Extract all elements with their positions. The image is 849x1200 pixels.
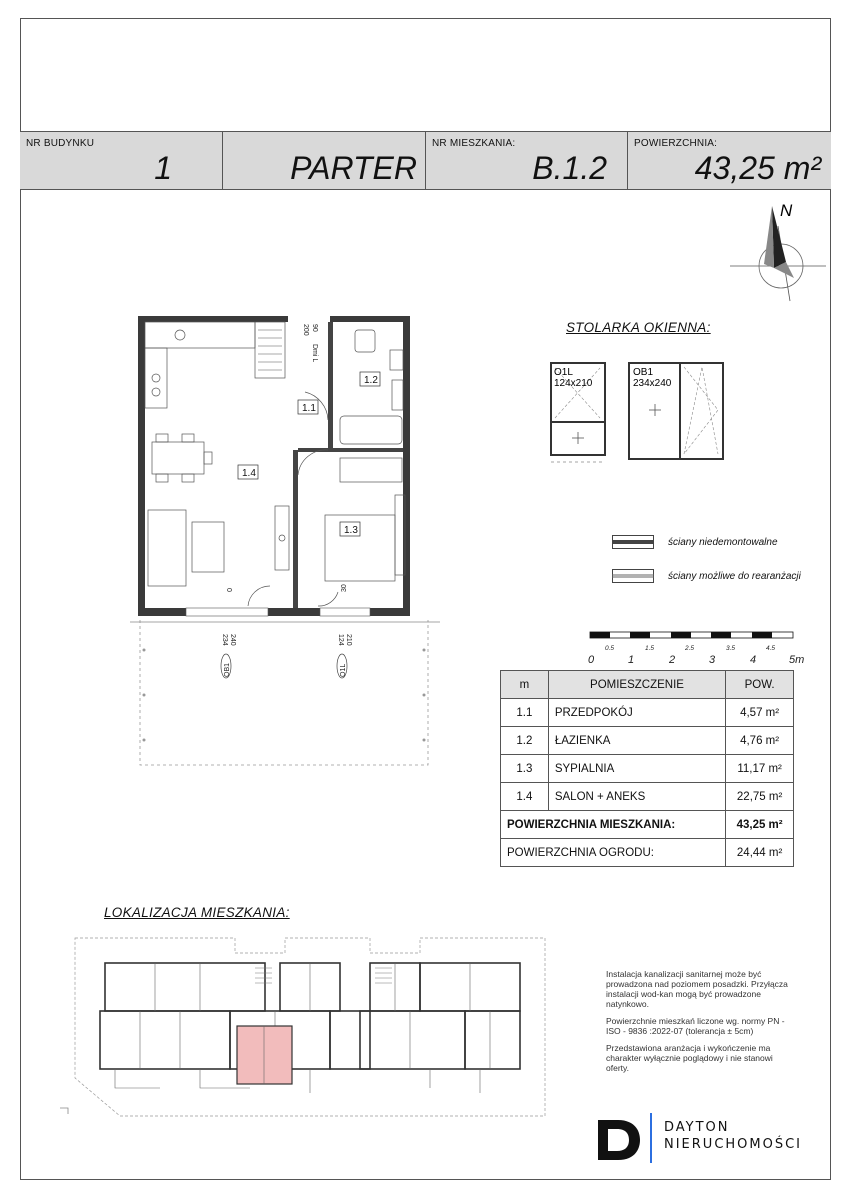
note-1: Instalacja kanalizacji sanitarnej może być prowadzona nad poziomem posadzki. Przyłącza instalacji wod-kan mogą być prowadzone natynkowo.	[606, 969, 788, 1009]
legend-fixed-walls: ściany niedemontowalne	[668, 537, 778, 548]
rooms-table-header	[501, 671, 794, 699]
apartment-value: B.1.2	[532, 150, 607, 186]
floor-value: PARTER	[290, 150, 417, 186]
garden-label: POWIERZCHNIA OGRODU:	[501, 839, 726, 867]
scale-major-0: 0	[588, 654, 595, 666]
area-cell	[628, 132, 829, 189]
apartment-caption: NR MIESZKANIA:	[432, 138, 516, 149]
room-name: SALON + ANEKS	[548, 783, 725, 811]
windows-section-title: STOLARKA OKIENNA:	[566, 320, 711, 335]
window-ob1-drawing	[628, 362, 724, 462]
col-header-num: m	[501, 671, 549, 699]
room-area: 11,17 m²	[726, 755, 794, 783]
window2-label: OB1	[633, 367, 654, 378]
room-label-1-1: 1.1	[302, 403, 316, 414]
building-value: 1	[154, 150, 172, 186]
room-label-1-3: 1.3	[344, 525, 358, 536]
header-bar	[20, 131, 831, 190]
scale-minor-2: 2.5	[685, 645, 695, 652]
scale-minor-3: 3.5	[726, 645, 736, 652]
room-name: SYPIALNIA	[548, 755, 725, 783]
room-label-1-2: 1.2	[364, 375, 378, 386]
location-map	[60, 928, 560, 1128]
o1l-tag: O1L	[340, 663, 347, 677]
logo-d-icon	[594, 1116, 642, 1164]
balcony-door-dim: 0	[225, 588, 232, 592]
o1l-dim-w: 124	[337, 634, 344, 646]
rooms-table	[500, 670, 794, 867]
area-caption: POWIERZCHNIA:	[634, 138, 718, 149]
logo-line1: DAYTON	[664, 1120, 730, 1135]
apartment-cell	[426, 132, 628, 189]
scale-major-2: 2	[669, 654, 676, 666]
o1l-dim-h: 210	[345, 634, 352, 646]
window2-size: 234x240	[633, 378, 672, 389]
scale-minor-0: 0.5	[605, 645, 615, 652]
door-dim-w: 90	[311, 324, 318, 332]
ob1-dim-h: 240	[229, 634, 236, 646]
area-value: 43,25 m²	[694, 150, 821, 186]
table-row	[501, 783, 794, 811]
garden-value: 24,44 m²	[726, 839, 794, 867]
room-num: 1.4	[501, 783, 549, 811]
scale-major-4: 4	[750, 654, 757, 666]
legend-movable-wall-icon	[612, 569, 654, 583]
total-row	[501, 811, 794, 839]
table-row	[501, 755, 794, 783]
legend-fixed-wall-icon	[612, 535, 654, 549]
window-o1l-drawing	[550, 362, 606, 468]
notes-block	[606, 969, 791, 1080]
total-value: 43,25 m²	[726, 811, 794, 839]
room-area: 4,57 m²	[726, 699, 794, 727]
room-area: 4,76 m²	[726, 727, 794, 755]
ob1-dim-w: 234	[221, 634, 228, 646]
table-row	[501, 699, 794, 727]
col-header-area: POW.	[726, 671, 794, 699]
north-arrow-icon	[728, 196, 828, 306]
note-3: Przedstawiona aranżacja i wykończenie ma charakter wyłącznie poglądowy i nie stanowi oferty.	[606, 1043, 773, 1073]
location-title: LOKALIZACJA MIESZKANIA:	[104, 905, 290, 920]
room-num: 1.2	[501, 727, 549, 755]
total-label: POWIERZCHNIA MIESZKANIA:	[501, 811, 726, 839]
window1-label: O1L	[554, 367, 573, 378]
north-label: N	[780, 201, 793, 220]
building-caption: NR BUDYNKU	[26, 138, 95, 149]
ob1-tag: OB1	[224, 662, 231, 677]
room-label-1-4: 1.4	[242, 468, 256, 479]
room-name: ŁAZIENKA	[548, 727, 725, 755]
room-num: 1.1	[501, 699, 549, 727]
room-name: PRZEDPOKÓJ	[548, 699, 725, 727]
table-row	[501, 727, 794, 755]
company-logo	[580, 1095, 831, 1180]
note-2: Powierzchnie mieszkań liczone wg. normy PN - ISO - 9836 :2022-07 (tolerancja ± 5cm)	[606, 1016, 785, 1036]
col-header-room: POMIESZCZENIE	[548, 671, 725, 699]
window1-size: 124x210	[554, 378, 593, 389]
bedroom-sill-dim: 30	[341, 584, 348, 592]
floor-plan	[130, 310, 440, 770]
door-dim-h: 200	[302, 324, 309, 336]
scale-bar	[585, 628, 815, 668]
scale-minor-1: 1.5	[645, 645, 655, 652]
scale-major-1: 1	[628, 654, 635, 666]
floor-cell	[223, 132, 426, 189]
garden-row	[501, 839, 794, 867]
door-tag: Dmi L	[311, 344, 318, 363]
scale-major-5: 5m	[789, 654, 805, 666]
room-num: 1.3	[501, 755, 549, 783]
logo-accent-bar	[650, 1113, 652, 1163]
scale-minor-4: 4.5	[766, 645, 776, 652]
location-highlight	[237, 1026, 292, 1084]
legend-movable-walls: ściany możliwe do rearanżacji	[668, 571, 801, 582]
room-area: 22,75 m²	[726, 783, 794, 811]
logo-line2: NIERUCHOMOŚCI	[664, 1137, 803, 1152]
scale-major-3: 3	[709, 654, 716, 666]
building-cell	[20, 132, 223, 189]
